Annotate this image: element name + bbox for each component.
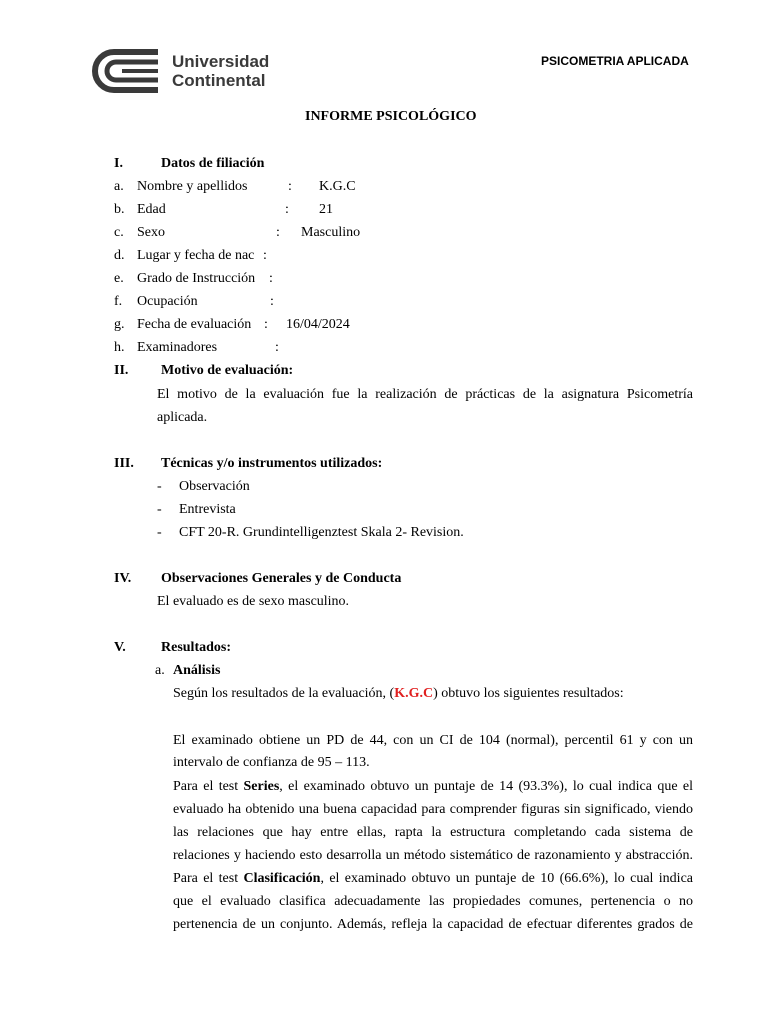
section-3-heading: Técnicas y/o instrumentos utilizados:: [161, 456, 383, 471]
field-colon: :: [276, 225, 280, 240]
field-letter: h.: [114, 340, 125, 355]
results-intro: [173, 686, 624, 702]
field-label: Grado de Instrucción: [137, 271, 256, 286]
motive-line-1: El motivo de la evaluación fue la realización de prácticas de la asignatura Psicometría: [157, 387, 693, 402]
field-letter: g.: [114, 317, 125, 332]
p1-line-2: intervalo de confianza de 95 – 113.: [173, 755, 370, 770]
section-5-number: V.: [114, 640, 126, 655]
field-colon: :: [288, 179, 292, 194]
p3-pre: Para el test: [173, 871, 244, 886]
section-2-number: II.: [114, 363, 129, 378]
university-logo: [92, 44, 280, 98]
p2-line-2: evaluado ha obtenido una buena capacidad para comprender figuras sin significado, viendo: [173, 802, 693, 817]
series-term: Series: [243, 779, 280, 794]
instrument-item: CFT 20-R. Grundintelligenztest Skala 2- Revision.: [179, 525, 464, 540]
field-letter: f.: [114, 294, 123, 309]
course-name: PSICOMETRIA APLICADA: [541, 54, 689, 68]
field-colon: :: [263, 248, 267, 263]
section-1-heading: Datos de filiación: [161, 156, 265, 171]
document-title: INFORME PSICOLÓGICO: [305, 109, 477, 124]
field-letter: e.: [114, 271, 124, 286]
field-colon: :: [285, 202, 289, 217]
subject-code: K.G.C: [394, 686, 434, 701]
p2-post: , el examinado obtuvo un puntaje de 14 (93.3%), lo cual indica que el: [279, 779, 693, 794]
subsection-letter: a.: [155, 663, 165, 678]
field-label: Sexo: [137, 225, 165, 240]
intro-pre: Según los resultados de la evaluación, (: [173, 686, 395, 701]
field-value: K.G.C: [319, 179, 356, 194]
field-colon: :: [269, 271, 273, 286]
field-label: Nombre y apellidos: [137, 179, 248, 194]
instrument-item: Observación: [179, 479, 250, 494]
p2-pre: Para el test: [173, 779, 244, 794]
section-5-heading: Resultados:: [161, 640, 232, 655]
p3-post: , el examinado obtuvo un puntaje de 10 (66.6%), lo cual indica: [320, 871, 693, 886]
university-logo-icon: [92, 44, 164, 98]
field-label: Fecha de evaluación: [137, 317, 252, 332]
field-value: 21: [319, 202, 333, 217]
bullet: -: [157, 502, 162, 517]
p2-line-4: relaciones y haciendo esto desarrolla un método sistemático de razonamiento y abstracción.: [173, 848, 693, 863]
p3-line-2: que el evaluado clasifica adecuadamente las propiedades comunes, pertenencia o no: [173, 894, 693, 909]
field-value: 16/04/2024: [286, 317, 350, 332]
field-colon: :: [270, 294, 274, 309]
field-label: Lugar y fecha de nac: [137, 248, 255, 263]
motive-line-2: aplicada.: [157, 410, 208, 425]
subsection-heading: Análisis: [173, 663, 221, 678]
field-colon: :: [264, 317, 268, 332]
bullet: -: [157, 525, 162, 540]
field-value: Masculino: [301, 225, 361, 240]
field-label: Examinadores: [137, 340, 218, 355]
p2-line-3: las relaciones que hay entre ellas, rapta la estructura completando cada sistema de: [173, 825, 693, 840]
field-letter: b.: [114, 202, 125, 217]
section-4-number: IV.: [114, 571, 132, 586]
p1-line-1: El examinado obtiene un PD de 44, con un CI de 104 (normal), percentil 61 y con un: [173, 733, 693, 748]
logo-line-1: Universidad: [172, 52, 270, 71]
field-letter: d.: [114, 248, 125, 263]
section-4-heading: Observaciones Generales y de Conducta: [161, 571, 402, 586]
instrument-item: Entrevista: [179, 502, 236, 517]
section-3-number: III.: [114, 456, 134, 471]
field-letter: a.: [114, 179, 124, 194]
p2-line-1: [173, 775, 693, 798]
section-2-heading: Motivo de evaluación:: [161, 363, 294, 378]
field-label: Ocupación: [137, 294, 198, 309]
classification-term: Clasificación: [243, 871, 321, 886]
intro-post: ) obtuvo los siguientes resultados:: [433, 686, 624, 701]
observation-text: El evaluado es de sexo masculino.: [157, 594, 350, 609]
p3-line-1: [173, 867, 693, 890]
field-colon: :: [275, 340, 279, 355]
bullet: -: [157, 479, 162, 494]
p3-line-3: pertenencia de un conjunto. Además, refleja la capacidad de efectuar diferentes grados de: [173, 917, 693, 932]
section-1-number: I.: [114, 156, 123, 171]
field-letter: c.: [114, 225, 124, 240]
logo-line-2: Continental: [172, 71, 266, 90]
field-label: Edad: [137, 202, 166, 217]
